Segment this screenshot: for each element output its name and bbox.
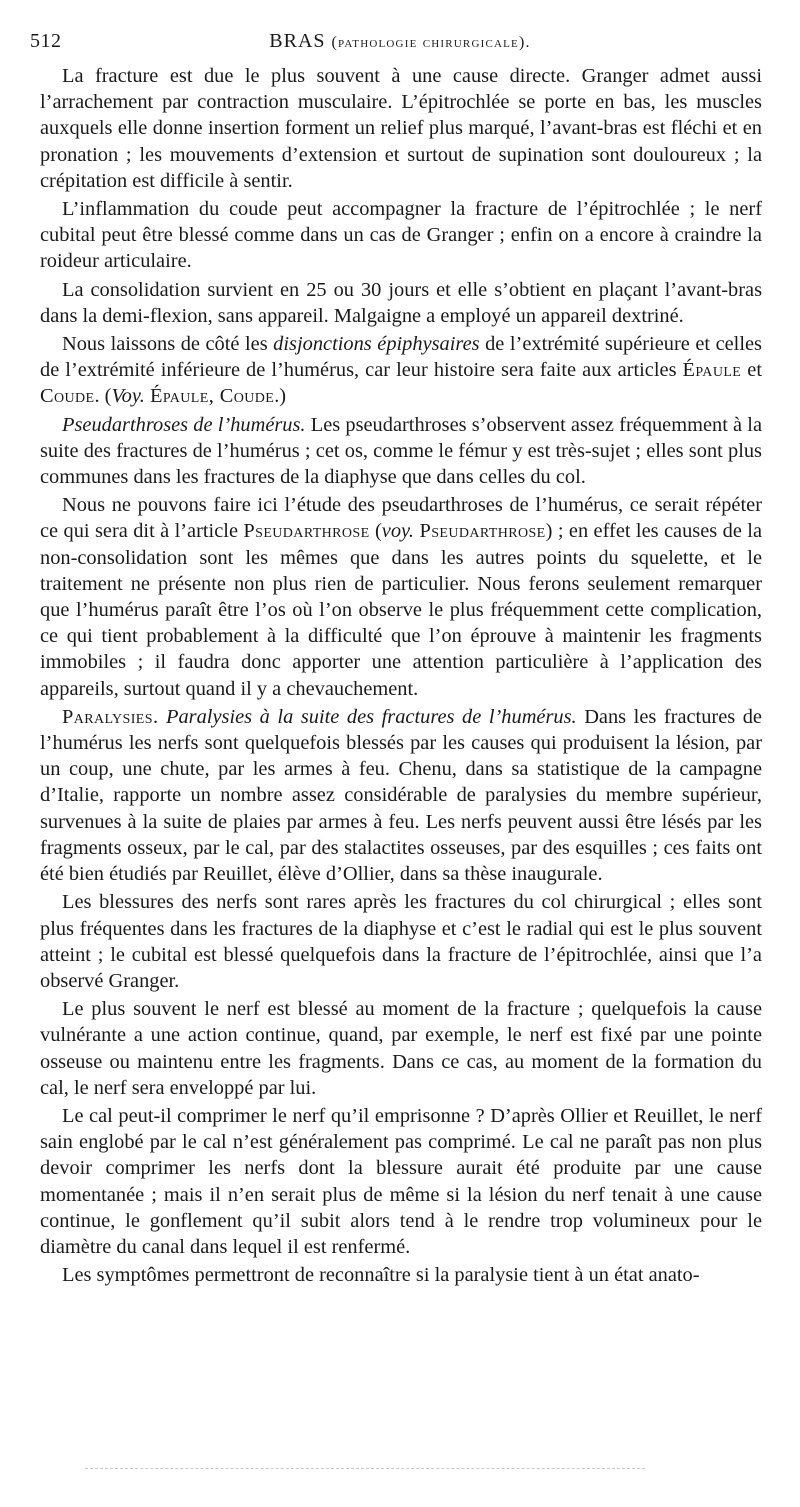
paragraph [40,1262,762,1288]
paragraph [40,889,762,994]
paragraph [40,331,762,410]
italic-term: voy. [381,520,415,543]
article-reference: Coude [40,385,95,408]
paragraph [40,996,762,1101]
text-run: ( [369,520,382,543]
paragraph [40,277,762,329]
paragraph-text: L’inflammation du coude peut accompagner la fracture de l’épitrochlée ; le nerf cubital peut être blessé comme dans un cas de Granger ; enfin on a encore à craindre la roideur articulaire. [40,198,762,273]
section-heading-caps: Paralysies. [62,705,159,728]
paragraph-text: Les blessures des nerfs sont rares après les fractures du col chirurgical ; elles sont plus fréquentes dans les fractures de la diaphyse et c’est le radial qui est le plus souvent atteint ; le cubital est blessé quelquefois dans la fracture de l’épitrochlée, ainsi que l’a observé Granger. [40,891,762,992]
paragraph [40,63,762,194]
body-text [40,63,762,1290]
text-run: . ( [94,385,112,408]
paragraph [40,704,762,887]
running-title [30,30,770,53]
paragraph-text: La fracture est due le plus souvent à une cause directe. Granger admet aussi l’arrachement par contraction musculaire. L’épitrochlée se porte en bas, les muscles auxquels elle donne insertion forment un relief plus marqué, l’avant-bras est fléchi et en pronation ; les mouvements d’extension et surtout de supination sont douloureux ; la crépitation est difficile à sentir. [40,65,762,192]
paragraph-text: La consolidation survient en 25 ou 30 jours et elle s’obtient en plaçant l’avant-bras dans la demi-flexion, sans appareil. Malgaigne a employé un appareil dextriné. [40,278,762,327]
paragraph [40,492,762,702]
article-reference: Épaule, Coude [150,385,275,408]
running-title-subtitle: (pathologie chirurgicale). [331,34,531,51]
paragraph-text: Le cal peut-il comprimer le nerf qu’il emprisonne ? D’après Ollier et Reuillet, le nerf sain englobé par le cal n’est généralement pas comprimé. Le cal ne paraît pas non plus devoir comprimer les nerfs dont la blessure aurait été produite par une cause momentanée ; mais il n’en serait plus de même si la lésion du nerf tenait à une cause continue, le gonflement qu’il subit alors tend à le rendre trop volumineux pour le diamètre du canal dans lequel il est renfermé. [40,1104,762,1258]
text-run: ) ; en effet les causes de la non-consolidation sont les mêmes que dans les autres points du squelette, et le traitement ne présente non plus rien de particulier. Nous ferons seulement remarquer que l’humérus paraît être l’os où l’on observe le plus fréquemment cette complication, ce qui tient probablement à la difficulté que l’on éprouve à maintenir les fragments immobiles ; il faudra donc apporter une attention particulière à l’application des appareils, surtout quand il y a chevauchement. [40,520,762,700]
text-run: Nous ne pouvons faire ici l’étude des pseudarthroses de l’humérus, ce serait répéter ce qui sera dit à l’article [40,494,762,543]
bottom-rule [85,1468,645,1469]
text-run: et [741,359,762,382]
article-reference: Épaule [682,359,742,382]
article-reference: Pseudarthrose [419,520,546,543]
paragraph [40,196,762,275]
text-run: de l’extrémité supérieure et celles de l’extrémité inférieure de l’humérus, car leur histoire sera faite aux articles [40,333,762,382]
article-reference: Pseudarthrose [243,520,370,543]
italic-term: disjonctions épiphysaires [273,333,480,356]
text-run: .) [274,385,287,408]
paragraph-text: Le plus souvent le nerf est blessé au moment de la fracture ; quelquefois la cause vulnérante a une action continue, quand, par exemple, le nerf est fixé par une pointe osseuse ou maintenu entre les fragments. Dans ce cas, au moment de la formation du cal, le nerf sera enveloppé par lui. [40,998,762,1099]
text-run: Dans les fractures de l’humérus les nerfs sont quelquefois blessés par les causes qui produisent la lésion, par un coup, une chute, par les armes à feu. Chenu, dans sa statistique de la campagne d’Italie, rapporte un nombre assez considérable de paralysies du membre supérieur, survenues à la suite de plaies par armes à feu. Les nerfs peuvent aussi être lésés par les fragments osseux, par le cal, par des stalactites osseuses, par des esquilles ; ces faits ont été bien étudiés par Reuillet, élève d’Ollier, dans sa thèse inaugurale. [40,705,762,886]
paragraph [40,412,762,491]
text-run [158,706,166,728]
paragraph [40,1103,762,1260]
section-heading: Paralysies à la suite des fractures de l’humérus. [166,705,577,728]
section-heading: Pseudarthroses de l’humérus. [62,413,306,436]
text-run: Les pseudarthroses s’observent assez fréquemment à la suite des fractures de l’humérus ; cet os, comme le fémur y est très-sujet ; elles sont plus communes dans les fractures de la diaphyse que dans celles du col. [40,413,763,489]
paragraph-text: Les symptômes permettront de reconnaître si la paralysie tient à un état anato- [62,1264,700,1287]
text-run: Nous laissons de côté les [62,333,274,356]
running-title-main: BRAS [269,30,326,52]
running-header [30,30,770,58]
italic-term: Voy. [111,385,145,408]
page-number: 512 [30,30,62,52]
